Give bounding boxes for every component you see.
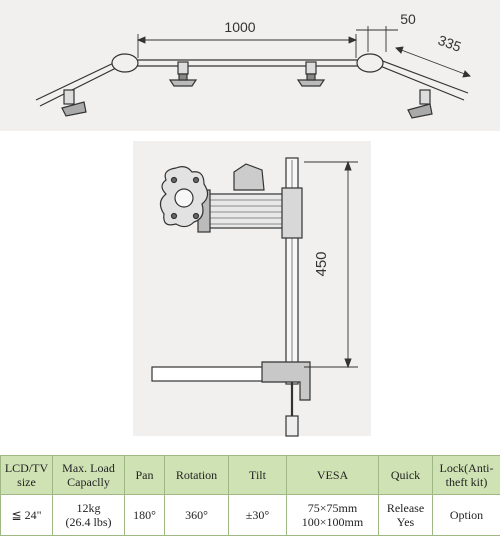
left-arm-lower <box>40 66 120 106</box>
value-lock <box>433 495 500 536</box>
value-pan <box>125 495 165 536</box>
dim-label-50: 50 <box>400 11 416 27</box>
header-line: theft kit) <box>435 475 498 489</box>
dim-1000-lines <box>138 34 356 58</box>
header-line: Lock(Anti- <box>435 461 498 475</box>
desk-clamp <box>262 362 310 400</box>
left-arm <box>36 60 120 100</box>
value-max-load <box>53 495 125 536</box>
value-quick <box>379 495 433 536</box>
header-line: Rotation <box>167 468 226 482</box>
value-line: 180° <box>127 508 162 522</box>
header-line: Tilt <box>231 468 284 482</box>
right-joint <box>357 54 383 72</box>
header-line: VESA <box>289 468 376 482</box>
clamp-knob <box>286 416 298 436</box>
arm-housing <box>208 194 294 228</box>
left-vesa-plate <box>62 90 86 116</box>
dim-50-lines <box>356 26 398 52</box>
header-tilt <box>229 456 287 495</box>
header-line: LCD/TV <box>3 461 50 475</box>
header-line: Quick <box>381 468 430 482</box>
header-line: size <box>3 475 50 489</box>
value-line: 100×100mm <box>289 515 376 529</box>
value-line: 360° <box>167 508 226 522</box>
dim-label-335: 335 <box>436 32 464 55</box>
value-lcd-size <box>1 495 53 536</box>
value-line: ≦ 24" <box>3 508 50 522</box>
header-max-load <box>53 456 125 495</box>
value-line: Release <box>381 501 430 515</box>
header-vesa <box>287 456 379 495</box>
right-vesa-plate <box>408 90 432 118</box>
value-line: 12kg <box>55 501 122 515</box>
value-tilt <box>229 495 287 536</box>
dim-label-450: 450 <box>313 251 330 276</box>
upper-bracket <box>234 164 264 190</box>
left-joint <box>112 54 138 72</box>
header-lock <box>433 456 500 495</box>
pole-collar <box>282 188 302 238</box>
value-rotation <box>165 495 229 536</box>
header-quick <box>379 456 433 495</box>
right-arm <box>380 60 468 93</box>
value-line: (26.4 lbs) <box>55 515 122 529</box>
value-line: Yes <box>381 515 430 529</box>
specs-value-row <box>1 495 500 536</box>
side-view-drawing <box>152 158 358 436</box>
value-line: 75×75mm <box>289 501 376 515</box>
header-line: Max. Load <box>55 461 122 475</box>
specs-header-row <box>1 456 500 495</box>
dim-label-1000: 1000 <box>224 19 255 35</box>
top-view-drawing <box>36 26 470 118</box>
value-line: ±30° <box>231 508 284 522</box>
specs-table <box>0 455 500 536</box>
header-pan <box>125 456 165 495</box>
header-lcd-size <box>1 456 53 495</box>
value-line: Option <box>435 508 498 522</box>
header-rotation <box>165 456 229 495</box>
header-line: Pan <box>127 468 162 482</box>
value-vesa <box>287 495 379 536</box>
header-line: Capaclly <box>55 475 122 489</box>
